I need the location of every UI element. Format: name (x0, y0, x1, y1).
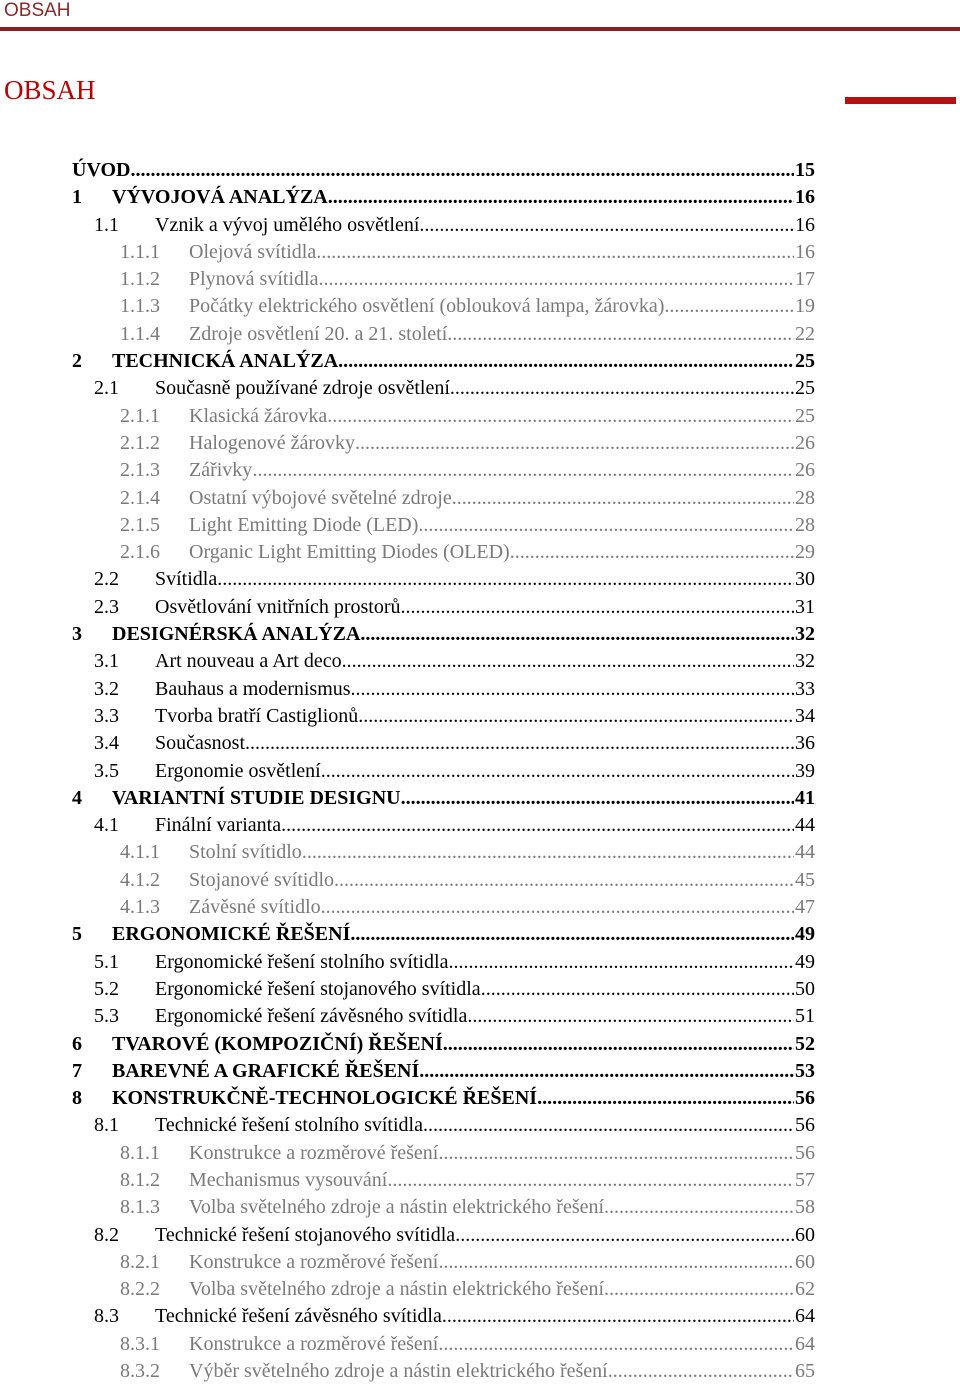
toc-entry-title: Závěsné svítidlo (189, 896, 321, 919)
toc-entry-label (155, 676, 794, 703)
toc-entry[interactable] (0, 293, 960, 320)
toc-entry-page: 50 (795, 977, 815, 1000)
toc-entry[interactable] (0, 266, 960, 293)
toc-entry-number: 7 (72, 1059, 82, 1082)
toc-entry-label (189, 403, 794, 430)
toc-entry-page: 64 (795, 1332, 815, 1355)
toc-entry-number: 4.1 (94, 814, 119, 837)
toc-entry-page: 47 (795, 896, 815, 919)
toc-entry[interactable] (0, 348, 960, 375)
toc-entry-page: 41 (795, 786, 815, 809)
toc-entry-title: Bauhaus a modernismus (155, 677, 351, 700)
toc-entry-label (155, 1003, 794, 1030)
toc-entry[interactable] (0, 921, 960, 948)
toc-entry-page: 16 (795, 213, 815, 236)
toc-dot-leader (360, 621, 794, 648)
toc-entry-page: 56 (795, 1114, 815, 1137)
toc-entry-number: 1 (72, 186, 82, 209)
toc-dot-leader (338, 348, 794, 375)
toc-entry-page: 39 (795, 759, 815, 782)
toc-entry-title: Ergonomické řešení stojanového svítidla (155, 977, 481, 1000)
toc-dot-leader (455, 1222, 794, 1249)
toc-dot-leader (450, 375, 794, 402)
toc-dot-leader (318, 266, 794, 293)
toc-dot-leader (401, 785, 794, 812)
toc-entry-label (189, 430, 794, 457)
toc-entry-number: 4.1.3 (120, 896, 160, 919)
toc-entry-page: 56 (795, 1141, 815, 1164)
toc-entry-number: 2.1 (94, 377, 119, 400)
toc-dot-leader (418, 512, 794, 539)
toc-dot-leader (442, 1303, 794, 1330)
toc-entry[interactable] (0, 430, 960, 457)
toc-entry-label (189, 1249, 794, 1276)
toc-entry-number: 5 (72, 923, 82, 946)
toc-entry-page: 32 (795, 650, 815, 673)
toc-entry-label (155, 703, 794, 730)
table-of-contents (0, 157, 960, 1385)
toc-entry-page: 36 (795, 732, 815, 755)
toc-entry-label (155, 648, 794, 675)
toc-entry-title: Technické řešení závěsného svítidla (155, 1305, 442, 1328)
toc-entry-label (189, 239, 794, 266)
toc-entry[interactable] (0, 621, 960, 648)
toc-entry[interactable] (0, 1222, 960, 1249)
toc-entry-page: 28 (795, 486, 815, 509)
toc-entry-number: 1.1 (94, 213, 119, 236)
toc-entry-number: 2.1.2 (120, 431, 160, 454)
toc-entry-number: 8 (72, 1087, 82, 1110)
toc-dot-leader (419, 212, 794, 239)
toc-entry-number: 3.3 (94, 704, 119, 727)
toc-entry-title: Ergonomické řešení stolního svítidla (155, 950, 449, 973)
toc-entry-title: Plynová svítidla (189, 268, 319, 291)
toc-entry-number: 2.1.1 (120, 404, 160, 427)
toc-entry-label (72, 157, 794, 184)
toc-entry-title: Současně používané zdroje osvětlení (155, 377, 450, 400)
toc-dot-leader (452, 485, 794, 512)
toc-entry-page: 31 (795, 595, 815, 618)
toc-entry[interactable] (0, 1003, 960, 1030)
toc-entry-title: Osvětlování vnitřních prostorů (155, 595, 401, 618)
toc-entry-title: Svítidla (155, 568, 218, 591)
toc-entry-number: 1.1.3 (120, 295, 160, 318)
toc-dot-leader (537, 1085, 794, 1112)
toc-entry[interactable] (0, 1140, 960, 1167)
toc-entry-label (112, 921, 794, 948)
toc-entry-page: 26 (795, 459, 815, 482)
toc-entry-page: 26 (795, 431, 815, 454)
toc-entry-title: Stojanové svítidlo (189, 868, 334, 891)
toc-entry[interactable] (0, 703, 960, 730)
toc-dot-leader (351, 676, 794, 703)
toc-entry[interactable] (0, 758, 960, 785)
toc-entry-label (112, 1058, 794, 1085)
toc-entry-label (189, 894, 794, 921)
toc-dot-leader (321, 894, 794, 921)
toc-entry[interactable] (0, 184, 960, 211)
toc-entry[interactable] (0, 1085, 960, 1112)
toc-entry-title: Art nouveau a Art deco (155, 650, 342, 673)
toc-entry[interactable] (0, 457, 960, 484)
toc-entry-number: 2.3 (94, 595, 119, 618)
toc-dot-leader (448, 949, 794, 976)
toc-entry[interactable] (0, 839, 960, 866)
toc-entry-title: DESIGNÉRSKÁ ANALÝZA (112, 623, 361, 646)
toc-entry[interactable] (0, 676, 960, 703)
toc-dot-leader (321, 758, 794, 785)
toc-entry-page: 57 (795, 1168, 815, 1191)
toc-dot-leader (342, 648, 794, 675)
toc-entry-number: 8.1.1 (120, 1141, 160, 1164)
toc-dot-leader (419, 1058, 794, 1085)
toc-dot-leader (245, 730, 794, 757)
toc-entry[interactable] (0, 976, 960, 1003)
toc-entry[interactable] (0, 648, 960, 675)
toc-entry-number: 4.1.1 (120, 841, 160, 864)
toc-entry-title: Zdroje osvětlení 20. a 21. století (189, 322, 448, 345)
toc-dot-leader (327, 403, 794, 430)
toc-entry-page: 58 (795, 1196, 815, 1219)
toc-entry[interactable] (0, 1276, 960, 1303)
toc-dot-leader (217, 566, 794, 593)
toc-entry-number: 6 (72, 1032, 82, 1055)
toc-entry-number: 2.1.6 (120, 541, 160, 564)
toc-dot-leader (358, 703, 794, 730)
running-header: OBSAH (4, 0, 71, 21)
toc-entry[interactable] (0, 321, 960, 348)
toc-entry-page: 44 (795, 841, 815, 864)
toc-entry-label (189, 867, 794, 894)
toc-entry[interactable] (0, 566, 960, 593)
toc-entry[interactable] (0, 1112, 960, 1139)
toc-dot-leader (608, 1358, 794, 1385)
toc-entry-number: 8.3 (94, 1305, 119, 1328)
toc-entry-number: 3.1 (94, 650, 119, 673)
toc-entry-label (189, 839, 794, 866)
toc-entry-number: 3 (72, 623, 82, 646)
toc-entry-label (112, 621, 794, 648)
toc-entry-page: 60 (795, 1223, 815, 1246)
toc-entry-title: VARIANTNÍ STUDIE DESIGNU (112, 786, 401, 809)
toc-entry-page: 28 (795, 513, 815, 536)
toc-entry[interactable] (0, 894, 960, 921)
toc-entry-label (155, 949, 794, 976)
toc-entry-page: 53 (795, 1059, 815, 1082)
toc-dot-leader (334, 867, 794, 894)
toc-entry-title: Volba světelného zdroje a nástin elektrického řešení (189, 1278, 605, 1301)
toc-entry-label (189, 1167, 794, 1194)
toc-entry-page: 22 (795, 322, 815, 345)
toc-entry[interactable] (0, 375, 960, 402)
toc-entry-page: 44 (795, 814, 815, 837)
toc-entry-page: 19 (795, 295, 815, 318)
toc-dot-leader (401, 594, 794, 621)
toc-entry-number: 5.3 (94, 1005, 119, 1028)
toc-entry-label (189, 1358, 794, 1385)
toc-entry[interactable] (0, 1358, 960, 1385)
toc-entry-title: Současnost (155, 732, 245, 755)
toc-entry-number: 5.2 (94, 977, 119, 1000)
toc-entry-number: 8.1 (94, 1114, 119, 1137)
toc-entry-page: 16 (795, 186, 815, 209)
toc-entry[interactable] (0, 1058, 960, 1085)
toc-entry-label (189, 1331, 794, 1358)
toc-entry-label (189, 1276, 794, 1303)
toc-entry-label (189, 457, 794, 484)
toc-entry[interactable] (0, 1331, 960, 1358)
toc-entry-number: 3.4 (94, 732, 119, 755)
toc-entry-title: Počátky elektrického osvětlení (oblouková lampa, žárovka) (189, 295, 665, 318)
toc-entry[interactable] (0, 594, 960, 621)
toc-entry-page: 65 (795, 1360, 815, 1383)
toc-entry-title: TVAROVÉ (KOMPOZIČNÍ) ŘEŠENÍ (112, 1032, 443, 1055)
toc-entry-label (112, 1085, 794, 1112)
toc-entry-label (155, 730, 794, 757)
toc-entry-title: TECHNICKÁ ANALÝZA (112, 350, 339, 373)
toc-entry[interactable] (0, 1167, 960, 1194)
toc-entry-label (189, 321, 794, 348)
toc-entry-title: Vznik a vývoj umělého osvětlení (155, 213, 420, 236)
toc-dot-leader (423, 1112, 794, 1139)
toc-entry[interactable] (0, 730, 960, 757)
toc-dot-leader (131, 157, 795, 184)
toc-entry-title: Technické řešení stolního svítidla (155, 1114, 423, 1137)
toc-dot-leader (438, 1140, 794, 1167)
toc-entry-title: Ostatní výbojové světelné zdroje (189, 486, 452, 509)
toc-entry-number: 8.3.2 (120, 1360, 160, 1383)
toc-entry-title: Konstrukce a rozměrové řešení (189, 1332, 439, 1355)
toc-entry-page: 25 (795, 377, 815, 400)
toc-entry-title: BAREVNÉ A GRAFICKÉ ŘEŠENÍ (112, 1059, 420, 1082)
toc-entry-number: 2 (72, 350, 82, 373)
toc-entry-label (189, 1194, 794, 1221)
toc-entry-label (189, 266, 794, 293)
toc-entry-title: Finální varianta (155, 814, 282, 837)
toc-entry-title: ÚVOD (72, 159, 131, 181)
toc-entry[interactable] (0, 539, 960, 566)
toc-dot-leader (438, 1249, 794, 1276)
toc-entry-page: 33 (795, 677, 815, 700)
toc-entry-page: 60 (795, 1250, 815, 1273)
toc-dot-leader (252, 457, 794, 484)
toc-entry[interactable] (0, 1031, 960, 1058)
toc-entry-number: 2.1.5 (120, 513, 160, 536)
toc-entry-label (112, 785, 794, 812)
toc-entry[interactable] (0, 157, 960, 184)
toc-entry-title: Volba světelného zdroje a nástin elektrického řešení (189, 1196, 605, 1219)
toc-entry-number: 8.3.1 (120, 1332, 160, 1355)
toc-entry-title: Tvorba bratří Castiglionů (155, 704, 359, 727)
toc-entry-page: 29 (795, 541, 815, 564)
toc-entry-number: 1.1.2 (120, 268, 160, 291)
toc-entry-title: KONSTRUKČNĚ-TECHNOLOGICKÉ ŘEŠENÍ (112, 1087, 538, 1110)
toc-entry[interactable] (0, 949, 960, 976)
toc-entry-number: 1.1.1 (120, 240, 160, 263)
toc-entry-title: Technické řešení stojanového svítidla (155, 1223, 456, 1246)
toc-entry-page: 25 (795, 404, 815, 427)
toc-entry-label (189, 512, 794, 539)
toc-entry-page: 25 (795, 350, 815, 373)
toc-entry-title: Light Emitting Diode (LED) (189, 513, 419, 536)
toc-entry[interactable] (0, 1303, 960, 1330)
toc-dot-leader (302, 839, 794, 866)
toc-dot-leader (510, 539, 794, 566)
toc-entry-label (155, 1222, 794, 1249)
toc-entry-title: Konstrukce a rozměrové řešení (189, 1141, 439, 1164)
toc-dot-leader (281, 812, 794, 839)
toc-entry-number: 5.1 (94, 950, 119, 973)
toc-dot-leader (350, 921, 794, 948)
toc-entry-number: 2.2 (94, 568, 119, 591)
toc-entry-number: 3.5 (94, 759, 119, 782)
toc-entry-label (155, 976, 794, 1003)
toc-entry[interactable] (0, 812, 960, 839)
toc-dot-leader (447, 321, 794, 348)
toc-entry-number: 1.1.4 (120, 322, 160, 345)
toc-entry-label (155, 812, 794, 839)
toc-entry-page: 62 (795, 1278, 815, 1301)
toc-entry-label (155, 375, 794, 402)
toc-entry-number: 2.1.4 (120, 486, 160, 509)
toc-entry-title: Olejová svítidla (189, 240, 317, 263)
toc-dot-leader (481, 976, 794, 1003)
toc-entry-title: VÝVOJOVÁ ANALÝZA (112, 186, 328, 209)
toc-entry[interactable] (0, 1194, 960, 1221)
toc-entry-label (155, 1112, 794, 1139)
toc-entry-page: 51 (795, 1005, 815, 1028)
toc-entry-page: 49 (795, 923, 815, 946)
toc-dot-leader (316, 239, 794, 266)
toc-entry-label (189, 485, 794, 512)
toc-entry-title: Organic Light Emitting Diodes (OLED) (189, 541, 510, 564)
toc-entry-number: 3.2 (94, 677, 119, 700)
toc-entry-label (189, 293, 794, 320)
toc-entry-number: 8.2.1 (120, 1250, 160, 1273)
toc-entry-title: Ergonomické řešení závěsného svítidla (155, 1005, 468, 1028)
toc-entry-label (155, 758, 794, 785)
toc-entry-label (155, 594, 794, 621)
toc-entry-title: Konstrukce a rozměrové řešení (189, 1250, 439, 1273)
toc-entry-label (189, 1140, 794, 1167)
toc-entry[interactable] (0, 1249, 960, 1276)
toc-entry-number: 2.1.3 (120, 459, 160, 482)
toc-entry-page: 15 (795, 159, 815, 181)
toc-dot-leader (355, 430, 794, 457)
toc-entry[interactable] (0, 785, 960, 812)
toc-dot-leader (467, 1003, 794, 1030)
toc-entry-page: 34 (795, 704, 815, 727)
toc-entry-title: Stolní svítidlo (189, 841, 302, 864)
toc-entry-page: 52 (795, 1032, 815, 1055)
toc-entry-label (155, 566, 794, 593)
toc-dot-leader (604, 1194, 794, 1221)
toc-entry-title: Mechanismus vysouvání (189, 1168, 388, 1191)
toc-dot-leader (438, 1331, 794, 1358)
toc-entry-title: Ergonomie osvětlení (155, 759, 321, 782)
toc-entry[interactable] (0, 403, 960, 430)
toc-entry-label (112, 1031, 794, 1058)
toc-entry-page: 17 (795, 268, 815, 291)
toc-entry[interactable] (0, 239, 960, 266)
toc-entry-page: 16 (795, 240, 815, 263)
toc-entry-title: Zářivky (189, 459, 253, 482)
title-accent-bar (845, 97, 956, 104)
toc-entry[interactable] (0, 212, 960, 239)
toc-entry-number: 4 (72, 786, 82, 809)
toc-dot-leader (387, 1167, 794, 1194)
page-title: OBSAH (4, 75, 96, 105)
toc-entry-page: 45 (795, 868, 815, 891)
toc-entry-number: 8.1.2 (120, 1168, 160, 1191)
toc-entry[interactable] (0, 512, 960, 539)
toc-entry-page: 30 (795, 568, 815, 591)
toc-entry[interactable] (0, 867, 960, 894)
toc-entry-label (189, 539, 794, 566)
toc-entry-page: 64 (795, 1305, 815, 1328)
toc-entry-number: 8.2 (94, 1223, 119, 1246)
header-rule (0, 27, 960, 31)
toc-entry-title: ERGONOMICKÉ ŘEŠENÍ (112, 923, 351, 946)
toc-dot-leader (328, 184, 794, 211)
toc-entry-title: Klasická žárovka (189, 404, 328, 427)
toc-entry[interactable] (0, 485, 960, 512)
toc-entry-label (155, 212, 794, 239)
toc-entry-number: 4.1.2 (120, 868, 160, 891)
toc-entry-page: 56 (795, 1087, 815, 1110)
toc-entry-title: Halogenové žárovky (189, 431, 356, 454)
toc-entry-page: 32 (795, 623, 815, 646)
toc-entry-number: 8.2.2 (120, 1278, 160, 1301)
toc-entry-label (112, 348, 794, 375)
toc-dot-leader (664, 293, 794, 320)
toc-dot-leader (604, 1276, 794, 1303)
toc-entry-label (112, 184, 794, 211)
toc-entry-title: Výběr světelného zdroje a nástin elektrického řešení (189, 1360, 608, 1383)
toc-dot-leader (443, 1031, 794, 1058)
toc-entry-number: 8.1.3 (120, 1196, 160, 1219)
toc-entry-label (155, 1303, 794, 1330)
toc-entry-page: 49 (795, 950, 815, 973)
